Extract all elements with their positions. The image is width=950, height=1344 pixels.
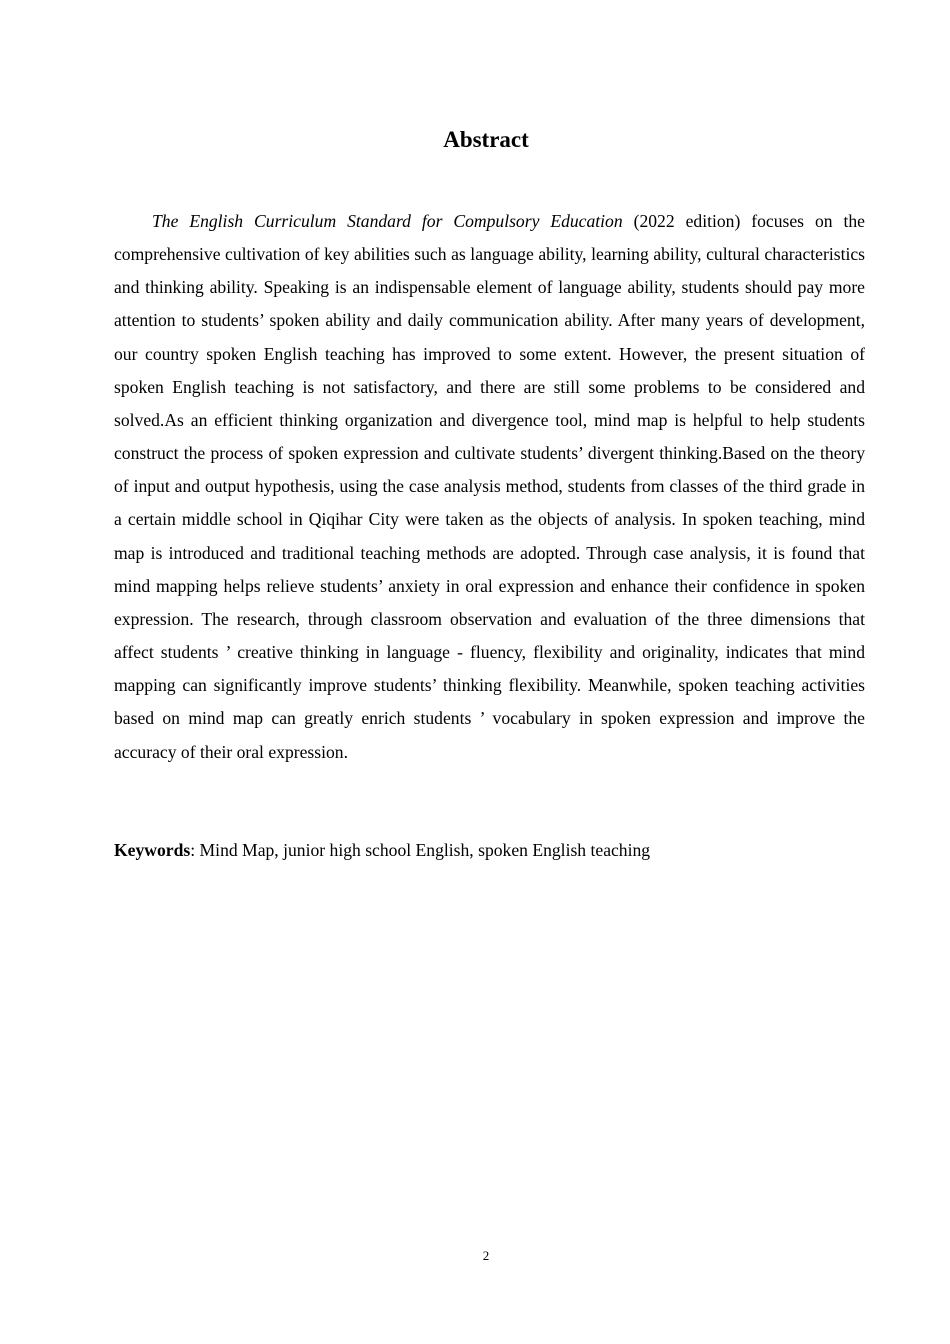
abstract-body-text: (2022 edition) focuses on the comprehensive cultivation of key abilities such as language ability, learning ability, cultural characteristics and thinking ability. Speaking is an indispensable element of language ability, students should pay more attention to students’ spoken ability and daily communication ability. After many years of development, our country spoken English teaching has improved to some extent. However, the present situation of spoken English teaching is not satisfactory, and there are still some problems to be considered and solved.As an efficient thinking organization and divergence tool, mind map is helpful to help students construct the process of spoken expression and cultivate students’ divergent thinking.Based on the theory of input and output hypothesis, using the case analysis method, students from classes of the third grade in a certain middle school in Qiqihar City were taken as the objects of analysis. In spoken teaching, mind map is introduced and traditional teaching methods are adopted. Through case analysis, it is found that mind mapping helps relieve students’ anxiety in oral expression and enhance their confidence in spoken expression. The research, through classroom observation and evaluation of the three dimensions that affect students ’ creative thinking in language - fluency, flexibility and originality, indicates that mind mapping can significantly improve students’ thinking flexibility. Meanwhile, spoken teaching activities based on mind map can greatly enrich students ’ vocabulary in spoken expression and improve the accuracy of their oral expression. — [114, 211, 865, 762]
keywords-label: Keywords — [114, 840, 191, 860]
page-number: 2 — [482, 1248, 490, 1263]
curriculum-standard-title: The English Curriculum Standard for Compulsory Education — [152, 211, 623, 231]
page-title: Abstract — [443, 127, 529, 152]
keywords-line — [114, 834, 865, 867]
keywords-value: Mind Map, junior high school English, spoken English teaching — [199, 840, 651, 860]
abstract-paragraph — [114, 205, 865, 769]
keywords-separator: : — [190, 840, 200, 860]
